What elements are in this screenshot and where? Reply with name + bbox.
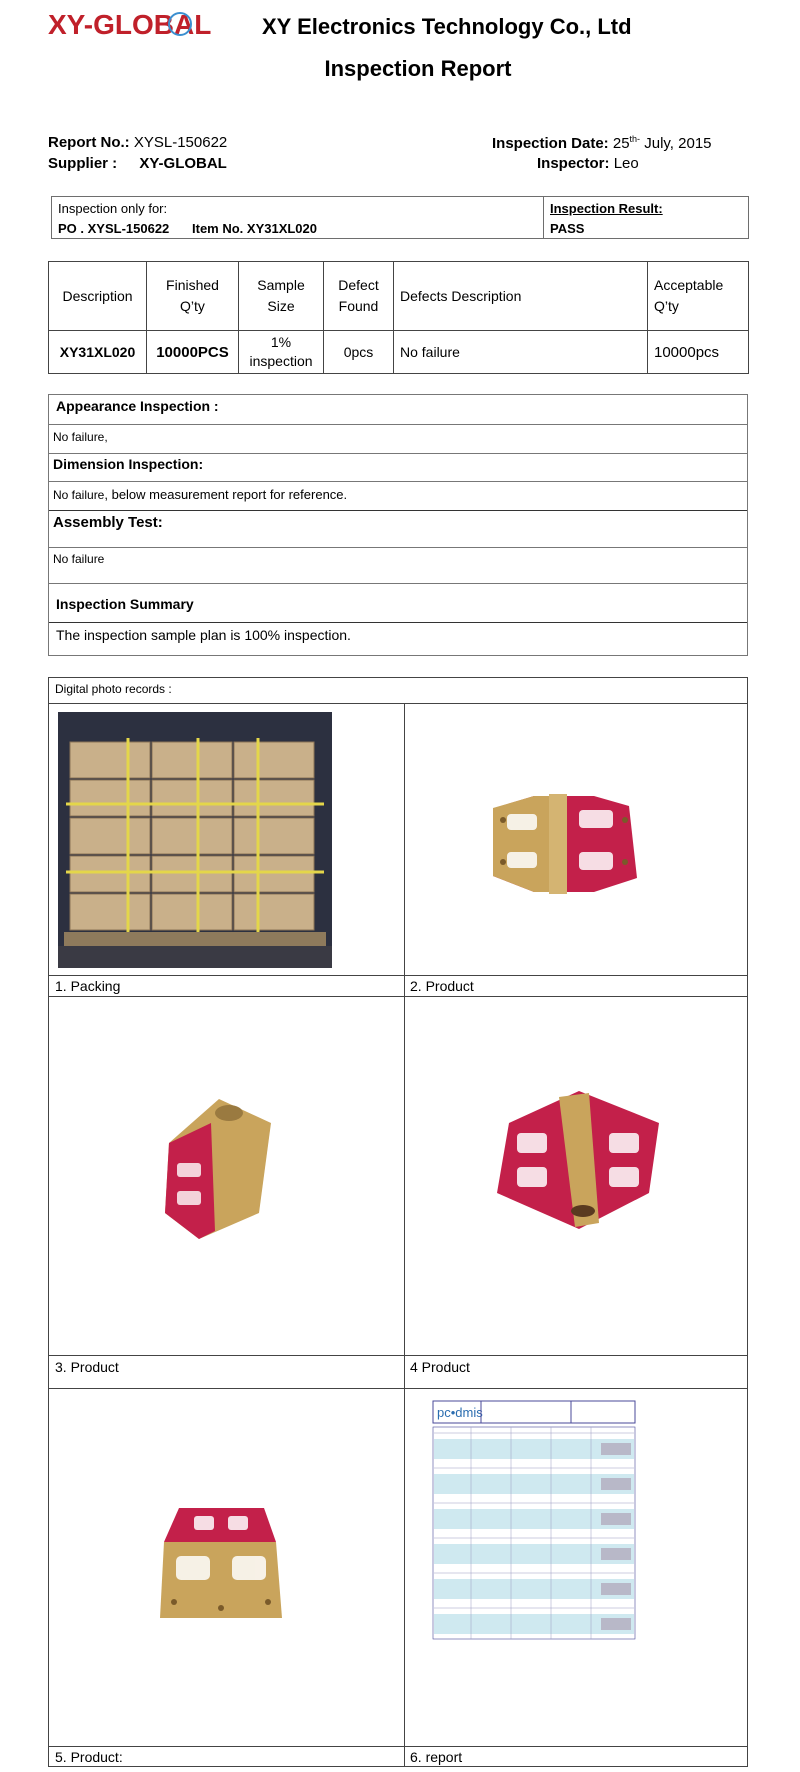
inspector [537, 155, 639, 172]
table-row [49, 331, 749, 374]
photo-caption-2: 2. Product [410, 978, 474, 994]
report-logo-text: pc•dmis [437, 1405, 483, 1420]
product-photo-bottom [154, 1498, 289, 1633]
table-header-row [49, 262, 749, 331]
header-sample-size: Sample Size [239, 262, 324, 331]
date-day: 25 [612, 135, 630, 152]
dimension-label: Dimension Inspection: [53, 456, 204, 472]
item-number: Item No. XY31XL020 [192, 221, 317, 236]
result-value: PASS [550, 221, 585, 236]
photo-caption-1: 1. Packing [55, 978, 121, 994]
dimension-value-a: No failure [53, 488, 105, 502]
company-name: XY Electronics Technology Co., Ltd [262, 14, 632, 39]
inspection-date [492, 134, 712, 152]
report-no [48, 134, 227, 151]
header-description: Description [49, 262, 147, 331]
photo-caption-3: 3. Product [55, 1359, 119, 1375]
measurement-report-photo [431, 1399, 637, 1679]
photo-caption-5: 5. Product: [55, 1749, 123, 1765]
header-defects-description: Defects Description [394, 262, 648, 331]
product-photo-angled [489, 1083, 664, 1233]
supplier-value: XY-GLOBAL [139, 155, 227, 172]
appearance-label: Appearance Inspection : [56, 398, 219, 414]
result-label: Inspection Result: [550, 201, 663, 216]
packing-photo [58, 712, 332, 968]
logo-text: XY-GLOBAL [48, 9, 212, 40]
inspection-table [48, 261, 749, 374]
product-photo-side [159, 1093, 279, 1243]
photo-caption-4: 4 Product [410, 1359, 470, 1375]
dimension-value-b: , below measurement report for reference. [104, 487, 348, 502]
supplier [48, 155, 227, 172]
header-finished-qty: Finished Q’ty [147, 262, 239, 331]
report-no-label: Report No.: [48, 134, 130, 151]
assembly-value: No failure [53, 552, 105, 566]
dimension-value [53, 486, 347, 504]
date-label: Inspection Date: [492, 135, 609, 152]
summary-label: Inspection Summary [56, 596, 194, 612]
date-rest: July, 2015 [644, 135, 712, 152]
assembly-label: Assembly Test: [53, 514, 163, 531]
only-for-label: Inspection only for: [58, 201, 168, 216]
po-number: PO . XYSL-150622 [58, 221, 170, 236]
summary-value: The inspection sample plan is 100% inspection. [56, 627, 351, 643]
photo-caption-6: 6. report [410, 1749, 463, 1765]
report-no-value: XYSL-150622 [133, 134, 228, 151]
header-defect-found: Defect Found [324, 262, 394, 331]
cell-description: XY31XL020 [49, 331, 147, 374]
supplier-label: Supplier : [48, 155, 118, 172]
company-logo [48, 6, 248, 46]
cell-defect-found: 0pcs [324, 331, 394, 374]
inspection-scope-box [51, 196, 749, 239]
cell-finished-qty: 10000PCS [147, 331, 239, 374]
photo-records-heading: Digital photo records : [55, 682, 172, 696]
appearance-value: No failure, [53, 430, 108, 444]
cell-acceptable-qty: 10000pcs [648, 331, 749, 374]
product-photo-top [489, 788, 639, 898]
header-acceptable-qty: Acceptable Q’ty [648, 262, 749, 331]
photo-records [48, 677, 748, 1767]
inspector-label: Inspector: [537, 155, 610, 172]
report-title: Inspection Report [324, 56, 512, 81]
date-suffix: th- [629, 134, 641, 144]
inspector-value: Leo [613, 155, 639, 172]
inspection-details [48, 394, 748, 656]
cell-sample-size: 1% inspection [239, 331, 324, 374]
cell-defects-description: No failure [394, 331, 648, 374]
